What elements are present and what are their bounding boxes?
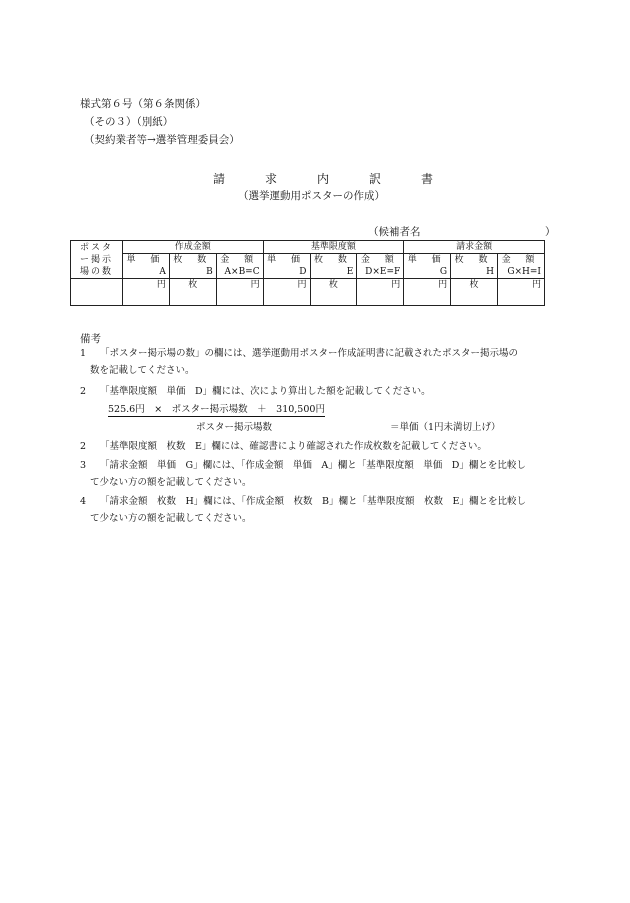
- sub-header-top: 金 額: [220, 255, 260, 265]
- form-parties: （契約業者等→選挙管理委員会）: [84, 134, 240, 146]
- note-item-3: [80, 438, 487, 455]
- sub-header-bottom: G×H=I: [507, 267, 541, 277]
- poster-header-line-1: ポスタ: [79, 242, 113, 253]
- sub-header-top: 枚 数: [173, 255, 213, 265]
- poster-header-line-3: 場の数: [79, 266, 113, 277]
- note-item-5: [80, 493, 526, 510]
- note-number: 3: [80, 460, 87, 471]
- poster-header-line-2: ー掲示: [79, 254, 113, 265]
- note-text: 「基準限度額 単価 D」欄には、次により算出した額を記載してください。: [100, 386, 431, 397]
- group-header-creation: 作成金額: [123, 241, 264, 254]
- sub-header-bottom: A×B=C: [224, 267, 260, 277]
- sub-header-top: 単 価: [267, 255, 306, 265]
- document-subtitle: （選挙運動用ポスターの作成）: [238, 190, 385, 202]
- sub-header-top: 金 額: [360, 255, 400, 265]
- note-item-2: [80, 383, 431, 400]
- note-item-1-cont: 数を記載してください。: [90, 365, 195, 376]
- note-text: 「ポスター掲示場の数」の欄には、選挙運動用ポスター作成証明書に記載されたポスター掲示場の: [100, 348, 519, 359]
- sub-header-cell: [123, 254, 170, 279]
- sub-header-cell: [310, 254, 357, 279]
- sub-header-cell: [404, 254, 451, 279]
- sub-header-cell: [451, 254, 498, 279]
- unit-cell[interactable]: 枚: [310, 279, 357, 306]
- group-header-limit: 基準限度額: [263, 241, 404, 254]
- formula-denominator: ポスター掲示場数: [196, 422, 273, 433]
- sub-header-cell: [216, 254, 263, 279]
- formula-result: ＝単価（1円未満切上げ）: [390, 422, 501, 433]
- poster-count-cell[interactable]: [71, 279, 123, 306]
- note-text: 「基準限度額 枚数 E」欄には、確認書により確認された作成枚数を記載してください。: [100, 441, 487, 452]
- note-text: 「請求金額 枚数 H」欄には、「作成金額 枚数 B」欄と「基準限度額 枚数 E」欄とを比較し: [100, 496, 526, 507]
- note-number: 1: [80, 348, 87, 359]
- note-text: 「請求金額 単価 G」欄には、「作成金額 単価 A」欄と「基準限度額 単価 D」欄とを比較し: [100, 460, 526, 471]
- table-data-row: [71, 279, 545, 306]
- sub-header-top: 枚 数: [454, 255, 494, 265]
- note-item-4: [80, 457, 526, 474]
- unit-cell[interactable]: 円: [498, 279, 545, 306]
- unit-cell[interactable]: 円: [357, 279, 404, 306]
- sub-header-top: 枚 数: [314, 255, 353, 265]
- sub-header-top: 単 価: [407, 255, 447, 265]
- sub-header-bottom: D: [299, 267, 307, 277]
- group-header-claim: 請求金額: [404, 241, 545, 254]
- sub-header-bottom: D×E=F: [365, 267, 401, 277]
- note-item-1: [80, 345, 518, 362]
- table-header-row-1: [71, 241, 545, 254]
- unit-cell[interactable]: 円: [123, 279, 170, 306]
- sub-header-cell: [357, 254, 404, 279]
- sub-header-top: 単 価: [126, 255, 166, 265]
- form-number: 様式第６号（第６条関係）: [80, 98, 206, 110]
- unit-cell[interactable]: 円: [404, 279, 451, 306]
- sub-header-bottom: B: [206, 267, 213, 277]
- note-number: 4: [80, 496, 87, 507]
- sub-header-bottom: G: [439, 267, 448, 277]
- sub-header-top: 金 額: [501, 255, 541, 265]
- document-title: 請求内訳書: [213, 172, 474, 186]
- formula-numerator: 525.6円 × ポスター掲示場数 ＋ 310,500円: [108, 401, 325, 417]
- sub-header-bottom: H: [486, 267, 494, 277]
- sub-header-cell: [498, 254, 545, 279]
- claim-breakdown-table: [70, 240, 545, 306]
- note-item-5-cont: て少ない方の額を記載してください。: [90, 513, 252, 524]
- unit-cell[interactable]: 枚: [451, 279, 498, 306]
- note-number: 2: [80, 441, 87, 452]
- sub-header-bottom: E: [346, 267, 354, 277]
- sub-header-cell: [263, 254, 310, 279]
- sub-header-cell: [169, 254, 216, 279]
- unit-cell[interactable]: 枚: [169, 279, 216, 306]
- candidate-name-close: ）: [545, 226, 556, 238]
- note-item-4-cont: て少ない方の額を記載してください。: [90, 477, 252, 488]
- sub-header-bottom: A: [159, 267, 166, 277]
- unit-cell[interactable]: 円: [263, 279, 310, 306]
- notes-title: 備考: [80, 333, 101, 345]
- candidate-name-label: （候補者名: [368, 226, 421, 238]
- note-number: 2: [80, 386, 87, 397]
- form-part: （その３）（別紙）: [84, 116, 174, 128]
- unit-cell[interactable]: 円: [216, 279, 263, 306]
- poster-count-header: [71, 241, 123, 279]
